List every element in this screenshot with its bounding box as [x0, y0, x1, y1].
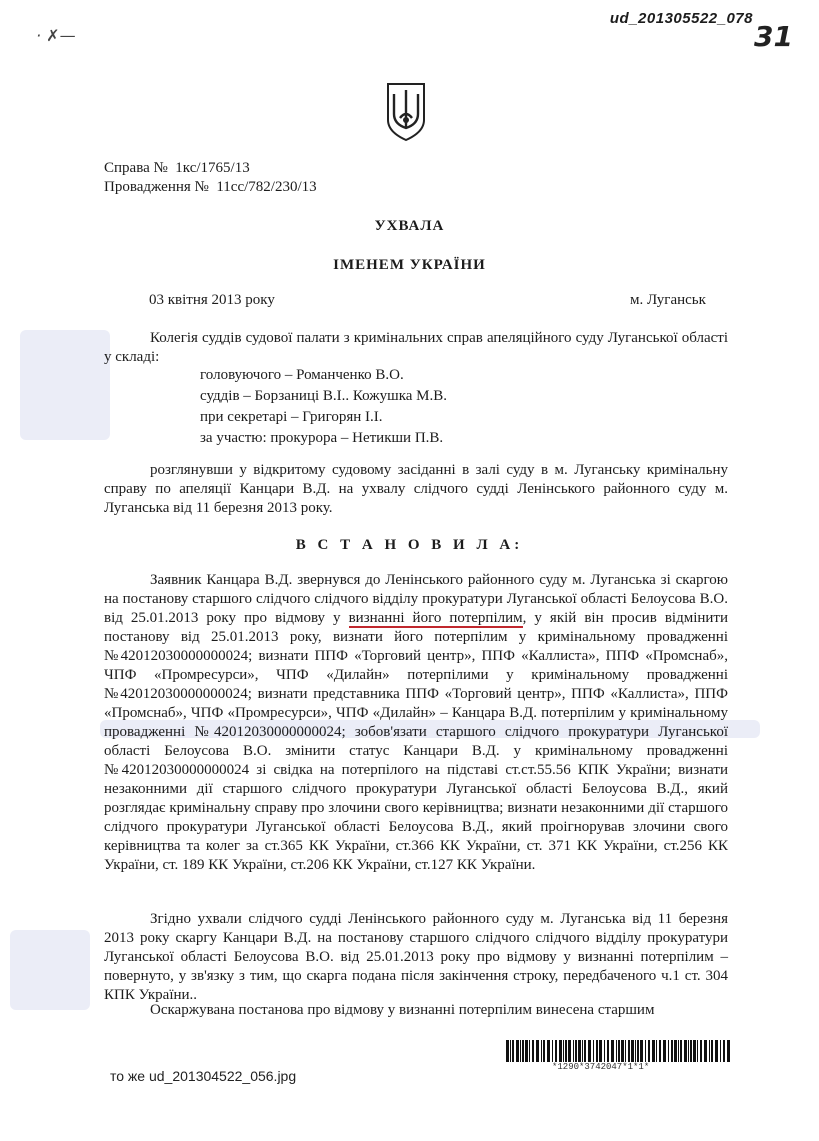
composition-line: головуючого – Романченко В.О. — [200, 367, 404, 383]
paragraph-1-start: Заявник Канцара В.Д. звернувся до Ленінського районного суду м. Луганська зі скаргою на постанову старшого слідчого слідчого відділу прокуратури Луганської області Белоусова В.О. від 25.01.2013 року про відмову у — [104, 572, 728, 626]
barcode-number: *1290*3742047*1*1* — [552, 1062, 650, 1072]
document-date: 03 квітня 2013 року — [149, 292, 275, 308]
scan-smudge — [20, 330, 110, 440]
court-composition — [200, 365, 447, 449]
paragraph-1 — [104, 571, 728, 875]
case-number: Справа № 1кс/1765/13 — [104, 160, 250, 176]
page-number: 31 — [754, 20, 793, 53]
document-id: ud_201305522_078 — [609, 10, 753, 27]
handwritten-mark: · ✗— — [36, 26, 76, 45]
document-title: УХВАЛА — [374, 218, 445, 234]
document-subtitle: ІМЕНЕМ УКРАЇНИ — [333, 257, 486, 273]
intro-paragraph: Колегія суддів судової палати з кримінальних справ апеляційного суду Луганської області у складі: — [104, 330, 728, 365]
footer-note: то же ud_201304522_056.jpg — [110, 1068, 297, 1084]
composition-line: при секретарі – Григорян І.І. — [200, 409, 383, 425]
paragraph-1-rest: , у якій він просив відмінити постанову від 25.01.2013 року, визнати його потерпілим у кримінальному провадженні №42012030000000024; визнати ППФ «Торговий центр», ППФ «Каллиста», ППФ «Промснаб», ЧПФ «Промресурси», ЧПФ «Дилайн» потерпілими у кримінальному провадженні №42012030000000024; визнати представника ППФ «Торговий центр», ППФ «Каллиста», ППФ «Промснаб», ЧПФ «Промресурси», ЧПФ «Дилайн» – Канцара В.Д. потерпілим у кримінальному провадженні №42012030000000024; зобов'язати старшого слідчого прокуратури Луганської області Белоусова В.О. змінити статус Канцари В.Д. у кримінальному провадженні №42012030000000024 зі свідка на потерпілого на підставі ст.ст.55.56 КПК України; визнати незаконними дії старшого слідчого прокуратури Луганської області Белоусова В.Д., який розглядає кримінальну справу про злочини свого керівництва; визнати незаконними дії старшого слідчого прокуратури Луганської області Белоусова В.Д., який проігнорував злочини свого керівництва та колег за ст.365 КК України, ст.366 КК України, ст. 371 КК України, ст.256 КК України, ст. 189 КК України, ст.206 КК України, ст.127 КК України. — [104, 610, 728, 873]
case-info — [104, 159, 317, 197]
scan-smudge — [10, 930, 90, 1010]
considered-paragraph: розглянувши у відкритому судовому засіданні в залі суду в м. Луганську кримінальну справу по апеляції Канцари В.Д. на ухвалу слідчого судді Ленінського районного суду м. Луганська від 11 березня 2013 року. — [104, 462, 728, 516]
paragraph-3: Оскаржувана постанова про відмову у визнанні потерпілим винесена старшим — [150, 1002, 655, 1018]
barcode-icon — [506, 1040, 730, 1062]
paragraph-2: Згідно ухвали слідчого судді Ленінського районного суду м. Луганська від 11 березня 2013 року скаргу Канцари В.Д. на постанову старшого слідчого слідчого відділу прокуратури Луганської області Белоусова В.О. від 25.01.2013 року про відмову у визнанні потерпілим – повернуто, у зв'язку з тим, що скарга подана після закінчення строку, передбаченого ч.1 ст. 304 КПК України.. — [104, 911, 728, 1003]
trident-icon — [384, 80, 428, 142]
composition-line: суддів – Борзаниці В.І.. Кожушка М.В. — [200, 388, 448, 404]
composition-line: за участю: прокурора – Нетикши П.В. — [200, 430, 444, 446]
section-title: В С Т А Н О В И Л А: — [295, 537, 524, 553]
proceeding-number: Провадження № 11сс/782/230/13 — [104, 179, 317, 195]
document-city: м. Луганськ — [630, 292, 706, 308]
underlined-phrase: визнанні його потерпілим — [348, 610, 523, 626]
